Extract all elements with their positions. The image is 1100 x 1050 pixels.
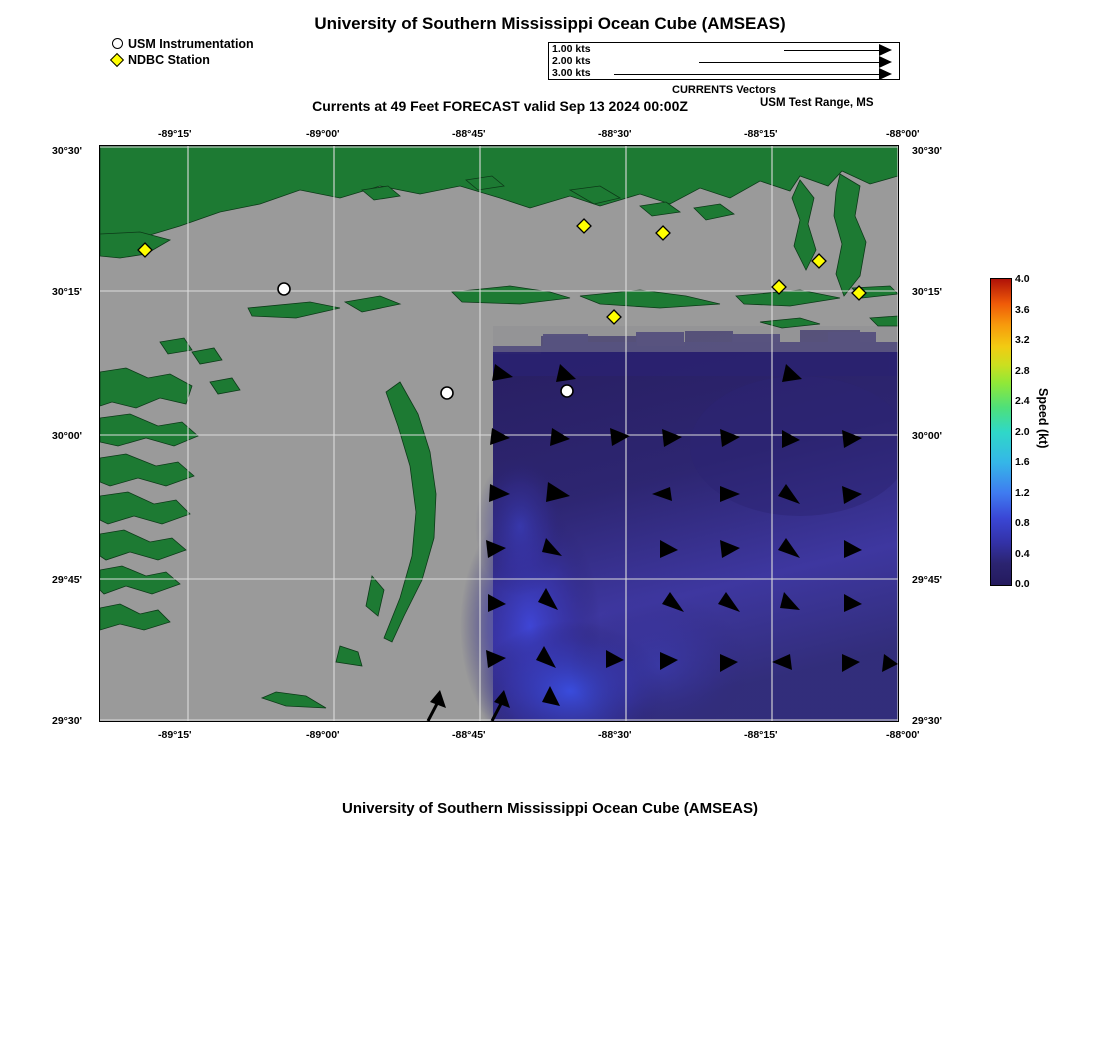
colorbar-tick-6: 1.6 — [1015, 456, 1030, 468]
x-tick-bottom-5: -88°00' — [886, 729, 920, 741]
legend-label-ndbc: NDBC Station — [128, 52, 210, 67]
y-tick-right-1: 30°15' — [912, 286, 943, 298]
diamond-marker-icon — [108, 55, 126, 65]
colorbar-gradient — [990, 278, 1012, 586]
colorbar-tick-1: 3.6 — [1015, 304, 1030, 316]
x-tick-top-4: -88°15' — [744, 128, 778, 140]
y-tick-left-3: 29°45' — [52, 574, 83, 586]
x-tick-top-5: -88°00' — [886, 128, 920, 140]
x-tick-bottom-2: -88°45' — [452, 729, 486, 741]
colorbar-tick-8: 0.8 — [1015, 517, 1030, 529]
colorbar-tick-4: 2.4 — [1015, 395, 1030, 407]
y-tick-right-4: 29°30' — [912, 715, 943, 727]
chart-subtitle: Currents at 49 Feet FORECAST valid Sep 13 2024 00:00Z — [312, 98, 688, 114]
map-canvas[interactable] — [99, 145, 899, 722]
colorbar-tick-2: 3.2 — [1015, 334, 1030, 346]
y-tick-left-4: 29°30' — [52, 715, 83, 727]
vector-key-row-1 — [549, 44, 901, 56]
vector-key-label-2: 2.00 kts — [552, 55, 591, 67]
y-tick-right-3: 29°45' — [912, 574, 943, 586]
colorbar-tick-3: 2.8 — [1015, 365, 1030, 377]
vector-key-arrow-2 — [879, 56, 892, 68]
legend-label-usm: USM Instrumentation — [128, 36, 254, 51]
colorbar-title: Speed (kt) — [1036, 388, 1050, 449]
x-tick-bottom-1: -89°00' — [306, 729, 340, 741]
vector-key-arrow-1 — [879, 44, 892, 56]
colorbar-tick-9: 0.4 — [1015, 548, 1030, 560]
station-legend — [108, 36, 254, 68]
vector-key-line-2 — [699, 62, 879, 63]
usm-station-marker — [441, 387, 453, 399]
x-tick-top-2: -88°45' — [452, 128, 486, 140]
map-svg — [100, 146, 898, 721]
vector-key-row-2 — [549, 56, 901, 68]
x-tick-bottom-0: -89°15' — [158, 729, 192, 741]
y-tick-right-2: 30°00' — [912, 430, 943, 442]
circle-marker-icon — [108, 38, 126, 49]
vector-key-line-1 — [784, 50, 879, 51]
usm-station-marker — [278, 283, 290, 295]
y-tick-left-0: 30°30' — [52, 145, 83, 157]
colorbar-tick-10: 0.0 — [1015, 578, 1030, 590]
vector-key-line-3 — [614, 74, 879, 75]
x-tick-top-0: -89°15' — [158, 128, 192, 140]
colorbar-tick-0: 4.0 — [1015, 273, 1030, 285]
speed-blob-3 — [475, 456, 565, 596]
y-tick-left-1: 30°15' — [52, 286, 83, 298]
vector-key-row-3 — [549, 68, 901, 80]
test-range-label: USM Test Range, MS — [760, 97, 874, 109]
y-tick-left-2: 30°00' — [52, 430, 83, 442]
page-title: University of Southern Mississippi Ocean Cube (AMSEAS) — [314, 14, 786, 33]
x-tick-top-3: -88°30' — [598, 128, 632, 140]
vector-key-arrow-3 — [879, 68, 892, 80]
x-tick-bottom-3: -88°30' — [598, 729, 632, 741]
vector-key-label-1: 1.00 kts — [552, 43, 591, 55]
speed-field-haze — [493, 326, 898, 352]
vector-scale-key — [548, 42, 900, 80]
colorbar-tick-7: 1.2 — [1015, 487, 1030, 499]
legend-item-usm — [108, 36, 254, 51]
legend-item-ndbc — [108, 52, 254, 67]
x-tick-bottom-4: -88°15' — [744, 729, 778, 741]
y-tick-right-0: 30°30' — [912, 145, 943, 157]
vector-key-caption: CURRENTS Vectors — [672, 84, 776, 96]
colorbar-tick-5: 2.0 — [1015, 426, 1030, 438]
speed-field-layer — [460, 326, 898, 721]
x-tick-top-1: -89°00' — [306, 128, 340, 140]
footer-title: University of Southern Mississippi Ocean Cube (AMSEAS) — [342, 800, 758, 817]
usm-station-marker — [561, 385, 573, 397]
vector-key-label-3: 3.00 kts — [552, 67, 591, 79]
